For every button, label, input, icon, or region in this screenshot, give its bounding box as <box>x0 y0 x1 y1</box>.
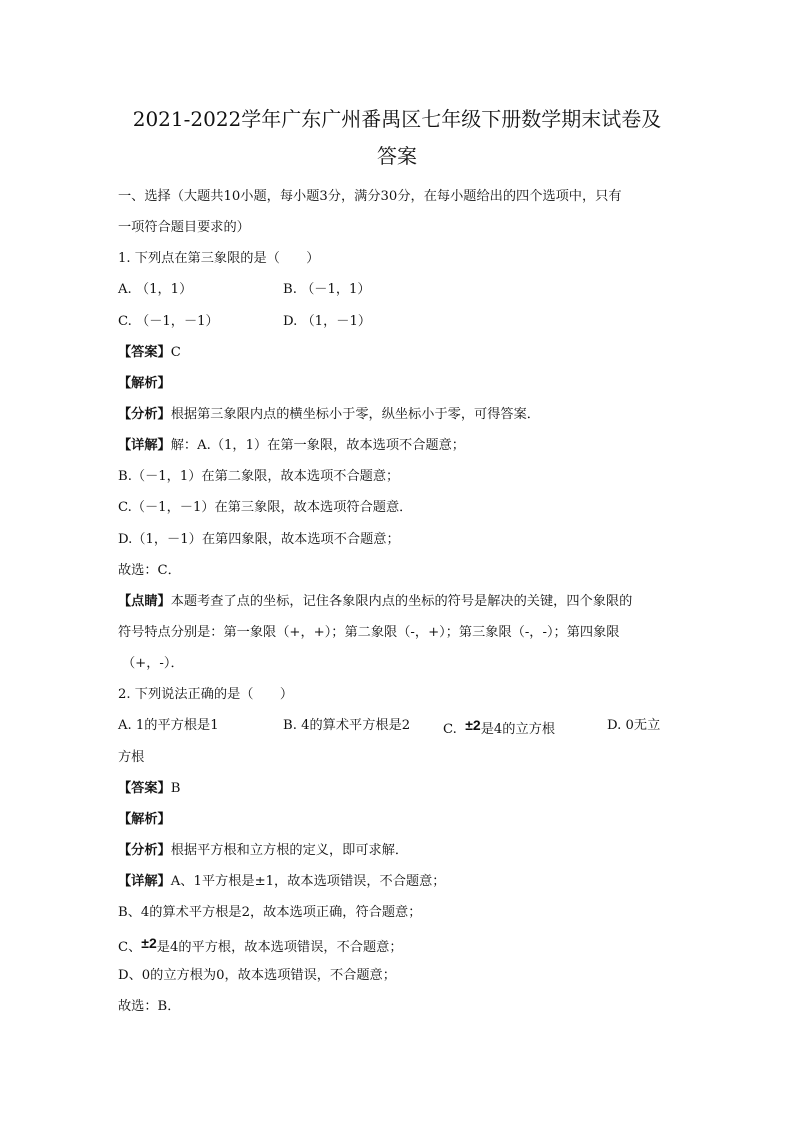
q2-option-a: A. 1的平方根是1 <box>118 718 219 734</box>
fenxi-tag: 【分析】 <box>118 842 171 858</box>
dianjing-tag: 【点睛】 <box>118 593 171 609</box>
fenxi-text: 根据第三象限内点的横坐标小于零，纵坐标小于零，可得答案． <box>170 406 540 422</box>
xiangjie-line: 解：A.（1，1）在第一象限，故本选项不合题意； <box>170 438 465 454</box>
q2-stem: 2. 下列说法正确的是（ ） <box>118 687 294 703</box>
q2-fenxi <box>118 835 678 866</box>
fenxi-tag: 【分析】 <box>118 406 171 422</box>
q2-options-row <box>118 710 678 741</box>
answer-value: C <box>170 344 181 360</box>
q1-option-d: D. （1，－1） <box>283 313 372 329</box>
q1-answer <box>118 337 678 368</box>
q2-option-d: D. 0无立 <box>607 718 661 734</box>
q2-xiangjie-d: D、0的立方根为0，故本选项错误，不合题意； <box>118 967 396 983</box>
q1-xiangjie-b: B.（－1，1）在第二象限，故本选项不合题意； <box>118 469 400 485</box>
q1-dianjing <box>118 586 678 617</box>
q2-option-c <box>443 710 555 745</box>
plus-minus-two: ±2 <box>141 935 157 952</box>
q2-xiangjie-b: B、4的算术平方根是2，故本选项正确，符合题意； <box>118 905 422 921</box>
xiangjie-tag: 【详解】 <box>118 874 171 890</box>
q2-xiangjie-c <box>118 928 678 959</box>
q2-xiangjie-c-label: C、 <box>118 940 142 956</box>
q1-option-c: C. （－1，－1） <box>118 313 219 329</box>
q1-xiangjie-c: C.（－1，－1）在第三象限，故本选项符合题意． <box>118 500 413 516</box>
section-heading-cont: 一项符合题目要求的） <box>118 220 250 236</box>
answer-tag: 【答案】 <box>118 344 171 360</box>
q1-analysis-tag: 【解析】 <box>118 375 171 391</box>
q1-dianjing-2: 符号特点分别是：第一象限（+，+）；第二象限（-，+）；第三象限（-，-）；第四象限 <box>118 624 620 640</box>
dianjing-text: 本题考查了点的坐标，记住各象限内点的坐标的符号是解决的关键，四个象限的 <box>170 593 633 609</box>
q1-option-b: B. （－1，1） <box>283 282 371 298</box>
answer-tag: 【答案】 <box>118 780 171 796</box>
q2-option-c-label: C. <box>443 722 457 738</box>
q2-answer <box>118 773 678 804</box>
q1-xiangjie <box>118 430 678 461</box>
q1-dianjing-3: （+，-）． <box>122 656 184 672</box>
fenxi-text: 根据平方根和立方根的定义，即可求解． <box>170 842 409 858</box>
q1-stem: 1. 下列点在第三象限的是（ ） <box>118 251 320 267</box>
plus-minus-two: ±2 <box>465 717 481 734</box>
q1-options-row-2 <box>118 306 678 337</box>
document-title <box>110 101 684 175</box>
q2-guxuan: 故选：B． <box>118 998 181 1014</box>
q1-option-a: A. （1，1） <box>118 282 193 298</box>
section-heading: 一、选择（大题共10小题，每小题3分，满分30分，在每小题给出的四个选项中，只有 <box>118 189 622 204</box>
q2-option-c-text: 是4的立方根 <box>480 722 556 738</box>
q2-option-b: B. 4的算术平方根是2 <box>283 718 411 734</box>
xiangjie-tag: 【详解】 <box>118 438 171 454</box>
q2-xiangjie-c-text: 是4的平方根，故本选项错误，不合题意； <box>156 940 403 956</box>
xiangjie-line: A、1平方根是±1，故本选项错误，不合题意； <box>170 874 446 890</box>
q1-xiangjie-d: D.（1，－1）在第四象限，故本选项不合题意； <box>118 531 400 547</box>
q1-guxuan: 故选：C． <box>118 562 181 578</box>
document-body <box>118 181 678 1022</box>
q2-option-d-cont: 方根 <box>118 749 145 765</box>
title-line-1: 2021-2022学年广东广州番禺区七年级下册数学期末试卷及 <box>132 107 662 131</box>
answer-value: B <box>170 780 181 796</box>
q2-analysis-tag: 【解析】 <box>118 811 171 827</box>
q2-xiangjie <box>118 866 678 897</box>
title-line-2: 答案 <box>377 144 417 168</box>
q1-fenxi <box>118 399 678 430</box>
q1-options-row-1 <box>118 274 678 305</box>
